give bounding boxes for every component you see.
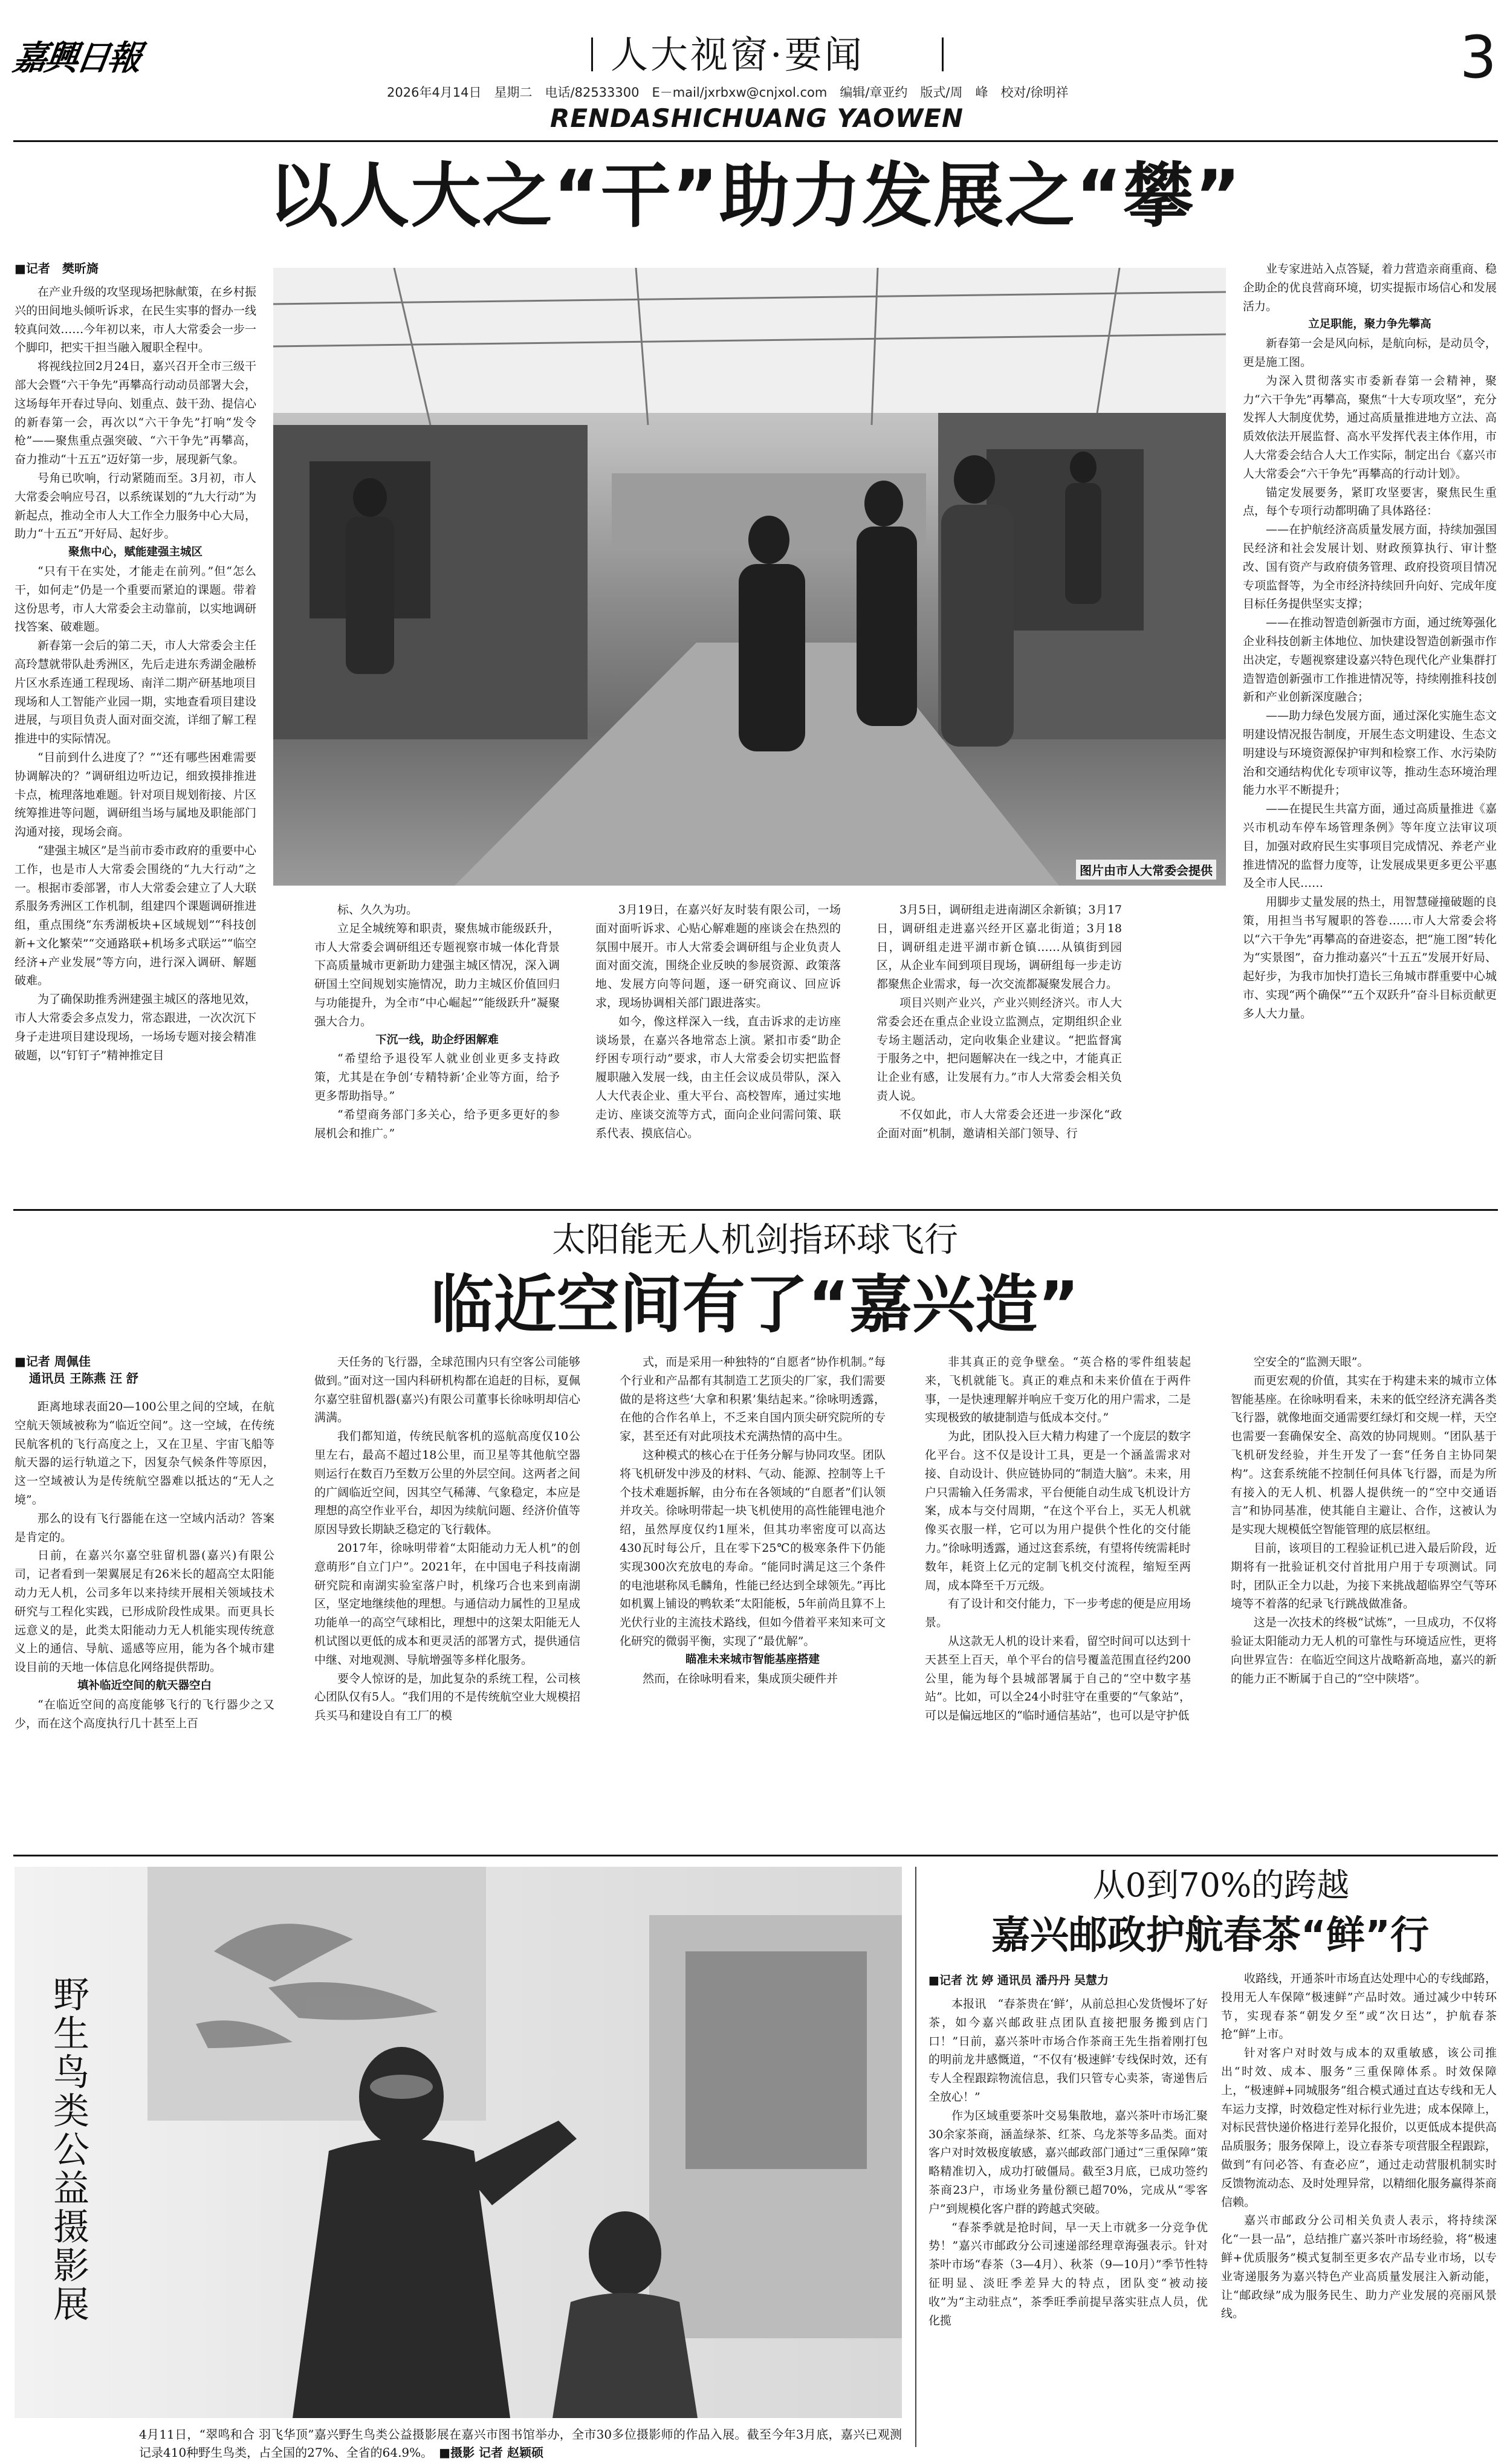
paragraph: 这是一次技术的终极“试炼”，一旦成功，不仅将验证太阳能动力无人机的可靠性与环境适应性，更将向世界宣告：在临近空间这片战略新高地，嘉兴的新的能力正不断属于自己的“空中陕塔”。: [1231, 1616, 1497, 1685]
subheading: 下沉一线，助企纾困解难: [375, 1033, 499, 1046]
paragraph: 新春第一会后的第二天，市人大常委会主任高玲慧就带队赴秀洲区，先后走进东秀湖金融桥片区水系连通工程现场、南洋二期产研基地项目现场和人工智能产业园一期，实地查看项目建设进展，与项目负责人面对面交流，详细了解工程推进中的实际情况。: [15, 639, 256, 746]
story1-col2: [314, 901, 560, 1199]
story2-byline-reporter: ■记者 周佩佳: [15, 1354, 91, 1369]
paragraph: “希望商务部门多关心，给予更多更好的参展机会和推广。”: [314, 1107, 560, 1140]
story3-caption-text: 4月11日，“翠鸣和合 羽飞华顶”嘉兴野生鸟类公益摄影展在嘉兴市图书馆举办，全市30多位摄影师的作品入展。截至今年3月底，嘉兴已观测记录410种野生鸟类，占全国的27%、全省的64.9%。: [139, 2427, 902, 2460]
factory-scene-graphic: [273, 268, 1226, 886]
paragraph: 项目兴则产业兴，产业兴则经济兴。市人大常委会还在重点企业设立监测点，定期组织企业专场主题活动，定向收集企业建议。“把监督寓于服务之中，把问题解决在一线之中，才能真正让企业有感，让发展有力。”市人大常委会相关负责人说。: [877, 996, 1122, 1103]
story2-byline: [15, 1353, 268, 1387]
subheading: 立足职能，聚力争先攀高: [1308, 318, 1431, 331]
paragraph: 为了确保助推秀洲建强主城区的落地见效，市人大常委会多点发力，常态跟进，一次次沉下身子走进项目建设现场，一场场专题对接会精准破题，以“钉钉子”精神推定目: [15, 993, 256, 1062]
paragraph: 我们都知道，传统民航客机的巡航高度仅10公里左右，最高不超过18公里，而卫星等其他航空器则运行在数百乃至数万公里的外层空间。这两者之间的广阔临近空间，因其空气稀薄、气象稳定，本应是理想的高空作业平台，却因为续航问题、经济价值等原因导致长期缺乏稳定的飞行载体。: [314, 1430, 580, 1537]
paragraph: “建强主城区”是当前市委市政府的重要中心工作，也是市人大常委会围绕的“九大行动”之一。根据市委部署，市人大常委会建立了人大联系服务秀洲区工作机制，组建四个课题调研推进组，重点围绕“东秀湖板块+区域规划”“科技创新+文化繁荣”“交通路联+机场多式联运”“临空经济+产业发展”等方向，进行深入调研、解题破难。: [15, 843, 256, 988]
story2-col1: [15, 1398, 274, 1845]
paragraph: 针对客户对时效与成本的双重敏感，该公司推出“时效、成本、服务”三重保障体系。时效保障上，“极速鲜+同城服务”组合模式通过直达专线和无人车运力支撑，时效稳定性对标行业先进；成本保障上，对标民营快递价格进行差异化报价，以更低成本提供高品质服务；服务保障上，设立春茶专项营服全程跟踪，做到“有问必答、有查必应”，通过走动营服机制实时反馈物流动态、及时处理异常，以精细化服务赢得茶商信赖。: [1221, 2046, 1497, 2209]
story3-caption: [139, 2425, 902, 2462]
story4-headline: 嘉兴邮政护航春茶“鲜”行: [991, 1913, 1430, 1958]
story3-photo: [15, 1867, 902, 2418]
paragraph: 为此，团队投入巨大精力构建了一个庞层的数字化平台。这不仅是设计工具，更是一个涵盖需求对接、自动设计、供应链协同的“制造大脑”。未来，用户只需输入任务需求，平台便能自动生成飞机设计方案，成本与交付周期，“在这个平台上，买无人机就像买衣服一样，它可以为用户提供个性化的交付能力。”徐咏明透露，通过这套系统，有望将传统需耗时数年，耗资上亿元的定制飞机交付流程，缩短至两周，成本降至千万元级。: [925, 1430, 1191, 1592]
paragraph: “在临近空间的高度能够飞行的飞行器少之又少，而在这个高度执行几十甚至上百: [15, 1697, 274, 1730]
paragraph: 非其真正的竞争壁垒。“英合格的零件组装起来，飞机就能飞。真正的难点和未来价值在于两件事，一是快速理解并响应千变万化的用户需求，二是实现极致的敏捷制造与低成本交付。”: [925, 1355, 1191, 1425]
paragraph: 嘉兴市邮政分公司相关负责人表示，将持续深化“一县一品”，总结推广嘉兴茶叶市场经验，将“极速鲜+优质服务”模式复制至更多农产品专业市场，以专业寄递服务为嘉兴特色产业高质量发展注入新动能，让“邮政绿”成为服务民生、助力产业发展的亮丽风景线。: [1221, 2214, 1497, 2321]
paragraph: 新春第一会是风向标，是航向标，是动员令，更是施工图。: [1243, 337, 1497, 369]
story1-col1-body: [15, 283, 256, 1065]
paragraph: 距离地球表面20—100公里之间的空域，在航空航天领域被称为“临近空间”。这一空域，在传统民航客机的飞行高度之上，又在卫星、宇宙飞船等航天器的运行轨道之下，因复杂气候条件等原因，这一空域被认为是传统航空器难以抵达的“无人之境”。: [15, 1400, 274, 1506]
bird-exhibition-graphic: [15, 1867, 902, 2418]
paragraph: ——在护航经济高质量发展方面，持续加强国民经济和社会发展计划、财政预算执行、审计整改、国有资产与政府债务管理、政府投资项目情况专项监督等，为全市经济持续回升向好、完成年度目标任务提供坚实支撑；: [1243, 523, 1497, 611]
story1-photo-caption: 图片由市人大常委会提供: [1076, 860, 1216, 880]
paragraph: 收路线，开通茶叶市场直达处理中心的专线邮路，投用无人车保障“极速鲜”产品时效。通过减少中转环节，实现春茶“朝发夕至”或“次日达”，护航春茶抢“鲜”上市。: [1221, 1972, 1497, 2041]
story2-col3: [620, 1353, 886, 1845]
paragraph: 在产业升级的攻坚现场把脉献策，在乡村振兴的田间地头倾听诉求，在民生实事的督办一线较真问效……今年初以来，市人大常委会一步一个脚印，把实干担当融入履职全程中。: [15, 285, 256, 355]
masthead-rule: [13, 140, 1498, 142]
paragraph: 不仅如此，市人大常委会还进一步深化“政企面对面”机制，邀请相关部门领导、行: [877, 1107, 1122, 1140]
paragraph: 2017年，徐咏明带着“太阳能动力无人机”的创意萌形“自立门户”。2021年，在中国电子科技南湖研究院和南湖实验室落户时，机缘巧合也来到南湖区，坚定地继续他的理想。与通信动力属性的卫星成功能单一的高空气球相比，理想中的这架太阳能无人机试图以更低的成本和更灵活的部署方式，提供通信中继、对地观测、导航增强等多样化服务。: [314, 1541, 580, 1667]
masthead-divider-left: [591, 37, 593, 71]
story1-photo: [273, 268, 1226, 886]
masthead-logo: 嘉興日報: [10, 38, 142, 78]
story2-byline-correspondents: 通讯员 王陈燕 汪 舒: [29, 1371, 138, 1386]
story2-kicker: 太阳能无人机剑指环球飞行: [552, 1221, 958, 1260]
subheading: 瞄准未来城市智能基座搭建: [685, 1653, 820, 1666]
paragraph: ——在推动智造创新强市方面，通过统筹强化企业科技创新主体地位、加快建设智造创新强市作出决定，专题视察建设嘉兴特色现代化产业集群打造智造创新强市工作推进情况等，持续刚推科技创新和产业创新深度融合；: [1243, 616, 1497, 704]
subheading: 聚焦中心，赋能建强主城区: [68, 546, 203, 559]
story3-credit: ■摄影 记者 赵颖硕: [439, 2445, 543, 2460]
story2-col4: [925, 1353, 1191, 1845]
paragraph: “春茶季就是抢时间，早一天上市就多一分竞争优势！”嘉兴市邮政分公司速递部经理章海强表示。针对茶叶市场“春茶（3—4月）、秋茶（9—10月）”季节性特征明显、淡旺季差异大的特点，团队变“被动接收”为“主动驻点”，茶季旺季前提早落实驻点人员，优化揽: [928, 2220, 1208, 2327]
story3-photo-title: 野生鸟类公益摄影展: [47, 1976, 89, 2324]
paragraph: 用脚步丈量发展的热土，用智慧碰撞破题的良策，用担当书写履职的答卷……市人大常委会将以“六干争先”再攀高的奋进姿态，把“施工图”转化为“实景图”，奋力推动嘉兴“十五五”发展开好局、起好步，为我市加快打造长三角城市群重要中心城市、实现“两个确保”“五个双跃升”奋斗目标贡献更多人大力量。: [1243, 895, 1497, 1020]
story2-col5: [1231, 1353, 1497, 1845]
paragraph: 立足全城统筹和职责，聚焦城市能级跃升，市人大常委会调研组还专题视察市城一体化背景下高质量城市更新助力建强主城区情况，深入调研国土空间规划实施情况，助力主城区价值回归与功能提升，为全市“中心崛起”“能级跃升”凝聚强大合力。: [314, 921, 560, 1028]
story2-col2: [314, 1353, 580, 1845]
paragraph: 那么的设有飞行器能在这一空域内活动？答案是肯定的。: [15, 1511, 274, 1544]
story4-byline: ■记者 沈 婷 通讯员 潘丹丹 吴慧力: [928, 1974, 1109, 1987]
story1-col3: [595, 901, 841, 1199]
page-number: 3: [1459, 24, 1497, 91]
paragraph: 作为区域重要茶叶交易集散地，嘉兴茶叶市场汇聚30余家茶商，涵盖绿茶、红茶、乌龙茶等多品类。面对客户对时效极度敏感，嘉兴邮政部门通过“三重保障”策略精准切入，成功打破僵局。截至3月底，已成功签约茶商23户，市场业务量份额已超70%，完成从“零客户”到规模化客户群的跨越式突破。: [928, 2109, 1208, 2216]
paragraph: 天任务的飞行器，全球范围内只有空客公司能够做到。”面对这一国内科研机构都在追赶的目标，夏佩尔嘉空驻留机器(嘉兴)有限公司董事长徐咏明却信心满满。: [314, 1355, 580, 1425]
paragraph: “希望给予退役军人就业创业更多支持政策，尤其是在争创‘专精特新’企业等方面，给予更多帮助指导。”: [314, 1052, 560, 1103]
paragraph: ——在提民生共富方面，通过高质量推进《嘉兴市机动车停车场管理条例》等年度立法审议项目，加强对政府民生实事项目完成情况、养老产业推进情况的监督力度等，让发展成果更多更公平惠及全市人民……: [1243, 802, 1497, 890]
story1-bottom-rule: [13, 1209, 1498, 1211]
paragraph: 为深入贯彻落实市委新春第一会精神，聚力“六干争先”再攀高，聚焦“十大专项攻坚”，充分发挥人大制度优势，通过高质量推进地方立法、高质效依法开展监督、高水平发挥代表主体作用，市人大常委会结合人大工作实际，制定出台《嘉兴市人大常委会“六干争先”再攀高的行动计划》。: [1243, 374, 1497, 481]
story4-col2: [1221, 1970, 1497, 2447]
paragraph: ——助力绿色发展方面，通过深化实施生态文明建设情况报告制度，开展生态文明建设、生态文明建设与环境资源保护审判和检察工作、水污染防治和交通结构优化专项审议等，推动生态环境治理能力水平不断提升；: [1243, 709, 1497, 797]
paragraph: 有了设计和交付能力，下一步考虑的便是应用场景。: [925, 1597, 1191, 1630]
paragraph: 空安全的“监测天眼”。: [1254, 1355, 1369, 1369]
story1-col5: [1243, 260, 1497, 1199]
paragraph: 本报讯 “春茶贵在‘鲜’，从前总担心发货慢坏了好茶，如今嘉兴邮政驻点团队直接把服务搬到店门口！”日前，嘉兴茶叶市场合作茶商王先生指着刚打包的明前龙井感慨道，“不仅有‘极速鲜’专线保时效，还有专人全程跟踪物流信息，我们只管专心卖茶，寄递售后全放心！”: [928, 1997, 1208, 2104]
story2-bottom-rule: [13, 1855, 1498, 1856]
paragraph: 要令人惊讶的是，加此复杂的系统工程，公司核心团队仅有5人。“我们用的不是传统航空业大规模招兵买马和建设自有工厂的模: [314, 1671, 580, 1723]
paragraph: 3月19日，在嘉兴好友时装有限公司，一场面对面听诉求、心贴心解难题的座谈会在热烈的氛围中展开。市人大常委会调研组与企业负责人面对面交流，围绕企业反映的参展资源、政策落地、发展方向等问题，逐一研究商议、回应诉求，现场协调相关部门跟进落实。: [595, 903, 841, 1010]
paragraph: 目前，该项目的工程验证机已进入最后阶段，近期将有一批验证机交付首批用户用于专项测试。同时，团队正全力以赴，为接下来挑战超临界空气等环境等不着落的纪录飞行跳战做准备。: [1231, 1541, 1497, 1611]
section-pinyin: RENDASHICHUANG YAOWEN: [550, 103, 964, 133]
story4-kicker: 从0到70%的跨越: [1092, 1866, 1350, 1904]
story1-col1: [15, 283, 256, 1199]
paragraph: 业专家进站入点答疑，着力营造亲商重商、稳企助企的优良营商环境，切实提振市场信心和发展活力。: [1243, 262, 1497, 313]
paragraph: 而更宏观的价值，其实在于构建未来的城市立体智能基座。在徐咏明看来，未来的低空经济充满各类飞行器，就像地面交通需要红绿灯和交规一样，天空也需要一套确保安全、高效的协同规则。“团队基于飞机研发经验，并生开发了一套“任务自主协同架构”。这套系统能不控制任何具体飞行器，而是为所有接入的无人机、机器人提供统一的“空中交通语言”和协同基准，使其能自主避让、合作，这被认为是实现大规模低空智能管理的底层枢纽。: [1231, 1373, 1497, 1537]
paragraph: “只有干在实处，才能走在前列。”但“怎么干，如何走”仍是一个重要而紧迫的课题。带着这份思考，市人大常委会主动靠前，以实地调研找答案、破难题。: [15, 564, 256, 634]
paragraph: 从这款无人机的设计来看，留空时间可以达到十天甚至上百天，单个平台的信号覆盖范围直径约200公里，能为每个县城部署属于自己的“空中数字基站”。比如，可以全24小时驻守在重要的“气象站”，可以是偏远地区的“临时通信基站”，也可以是守护低: [925, 1634, 1191, 1723]
paragraph: 如今，像这样深入一线，直击诉求的走访座谈场景，在嘉兴各地常态上演。紧扣市委“助企纾困专项行动”要求，市人大常委会切实把监督履职融入发展一线，由主任会议成员带队，深入人大代表企业、重大平台、高校智库，通过实地走访、座谈交流等方式，面向企业问需问策、联系代表、摸底信心。: [595, 1014, 841, 1140]
paragraph: 然而，在徐咏明看来，集成顶尖硬件并: [643, 1671, 838, 1685]
subheading: 填补临近空间的航天器空白: [77, 1679, 212, 1692]
paragraph: 日前，在嘉兴尔嘉空驻留机器(嘉兴)有限公司，记者看到一架翼展足有26米长的超高空太阳能动力无人机，公司多年以来持续开展相关领域技术研究与工程化实践，已形成阶段性成果。而更具长远意义的是，此类太阳能动力无人机能实现传统意义上的通信、导航、遥感等应用，能为各个城市建设目前的天地一体信息化网络提供帮助。: [15, 1549, 274, 1675]
paragraph: 这种模式的核心在于任务分解与协同攻坚。团队将飞机研发中涉及的材料、气动、能源、控制等上千个技术难题拆解，由分布在各领域的“自愿者”们认领并攻关。徐咏明带起一块飞机使用的高性能锂电池介绍，虽然厚度仅约1厘米，但其功率密度可以高达430瓦时每公斤，且在零下25℃的极寒条件下仍能实现300次充放电的寿命。“能同时满足这三个条件的电池堪称凤毛麟角，性能已经达到全球领先。”再比如机翼上铺设的鸭软柔“太阳能板，5年前尚且算不上光伏行业的主流技术路线，但如今借着平来知来可文化研究的微弱平衡，实现了“最优解”。: [620, 1448, 886, 1648]
story2-headline: 临近空间有了“嘉兴造”: [430, 1268, 1080, 1341]
story4-col1: [928, 1995, 1208, 2447]
masthead-meta: 2026年4月14日 星期二 电话/82533300 E－mail/jxrbxw@cnjxol.com 编辑/章亚约 版式/周 峰 校对/徐明祥: [387, 85, 1069, 100]
paragraph: 3月5日，调研组走进南湖区余新镇；3月17日，调研组走进嘉兴经开区嘉北街道；3月18日，调研组走进平湖市新仓镇……从镇街到园区，从企业车间到项目现场，调研组每一步走访都聚焦企业需求，每一次交流都凝聚发展合力。: [877, 903, 1122, 991]
paragraph: 将视线拉回2月24日，嘉兴召开全市三级干部大会暨“六干争先”再攀高行动动员部署大会，这场每年开春过导向、划重点、鼓干劲、提信心的新春第一会，再次以“六干争先”打响“发令枪”——聚焦重点强突破、“六干争先”再攀高，奋力推动“十五五”迈好第一步，展现新气象。: [15, 360, 256, 467]
paragraph: 标、久久为功。: [337, 903, 418, 916]
masthead-divider-right: [942, 37, 944, 71]
paragraph: 号角已吹响，行动紧随而至。3月初，市人大常委会响应号召，以系统谋划的“九大行动”为新起点，推动全市人大工作全力服务中心大局，助力“十五五”开好局、起好步。: [15, 471, 256, 541]
story1-col4: [877, 901, 1122, 1199]
section-title: 人大视窗·要闻: [611, 33, 864, 77]
story1-headline: 以人大之“干”助力发展之“攀”: [268, 155, 1242, 237]
paragraph: “目前到什么进度了？”“还有哪些困难需要协调解决的？”调研组边听边记，细致摸排推进卡点，梳理落地难题。针对项目规划衔接、片区统筹推进等问题，调研组当场与属地及职能部门沟通对接，现场会商。: [15, 750, 256, 839]
story3-divider: [915, 1867, 916, 2447]
paragraph: 式，而是采用一种独特的“自愿者”协作机制。”每个行业和产品都有其制造工艺顶尖的厂家，我们需要做的是将这些‘大拿和积累’集结起来。”徐咏明透露，在他的合作名单上，不乏来自国内顶尖研究院所的专家，甚至还有对此项技术充满热情的高中生。: [620, 1355, 886, 1444]
story1-byline: ■记者 樊昕旖: [15, 261, 99, 276]
paragraph: 锚定发展要务，紧盯攻坚要害，聚焦民生重点，每个专项行动都明确了具体路径：: [1243, 485, 1497, 518]
